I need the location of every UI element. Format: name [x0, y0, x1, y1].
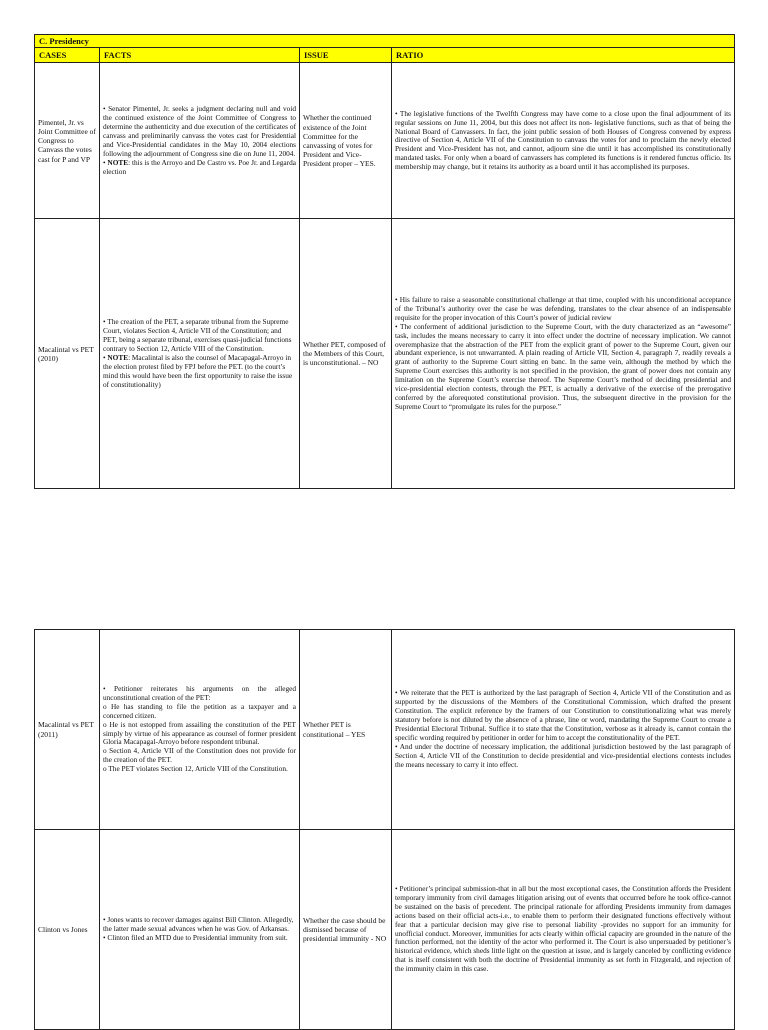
case-ratio — [392, 830, 735, 1030]
fact-item: • Senator Pimentel, Jr. seeks a judgment declaring null and void the continued existence of the Joint Committee of Congress to determine the authenticity and due execution of the certificates of canvass and preliminarily canvass the votes cast for Presidential and Vice-Presidential candidates in the May 10, 2004 elections following the adjournment of Congress sine die on June 11, 2004. — [103, 104, 296, 158]
case-name: Macalintal vs PET (2011) — [35, 630, 100, 830]
ratio-item: • His failure to raise a seasonable constitutional challenge at that time, coupled with his unconditional acceptance of the Tribunal’s authority over the case he was defending, translates to the clear absence of an indispensable requisite for the proper invocation of this Court’s power of judicial review — [395, 295, 732, 322]
fact-item: • NOTE: Macalintal is also the counsel of Macapagal-Arroyo in the election protest filed by FPJ before the PET. (to the court’s mind this would have been the first opportunity to raise the issue of constitutionality) — [103, 352, 293, 389]
case-issue: Whether the continued existence of the Joint Committee for the canvassing of votes for President and Vice-President proper – YES. — [300, 63, 392, 219]
fact-item: o He is not estopped from assailing the constitution of the PET simply by virtue of his appearance as counsel of former president Gloria Macapagal-Arroyo before respondent tribunal. — [103, 719, 296, 747]
fact-item: o Section 4, Article VII of the Constitution does not provide for the creation of the PET. — [103, 746, 296, 765]
fact-item: • Jones wants to recover damages against Bill Clinton. Allegedly, the latter made sexual advances when he was Gov. of Arkansas. — [103, 915, 294, 934]
case-ratio — [392, 219, 735, 489]
header-facts: FACTS — [100, 48, 300, 63]
case-name: Pimentel, Jr. vs Joint Committee of Congress to Canvass the votes cast for P and VP — [35, 63, 100, 219]
ratio-item: • Petitioner’s principal submission-that in all but the most exceptional cases, the Constitution affords the President temporary immunity from civil damages litigation arising out of events that occurred before he took office-cannot be sustained on the basis of precedent. The principal rationale for affording Presidents immunity from damages actions based on their official acts-i.e., to enable them to perform their designated functions effectively without fear that a particular decision may give rise to personal liability -provides no support for an immunity for unofficial conduct. Moreover, immunities for acts clearly within official capacity are grounded in the nature of the function performed, not the identity of the actor who performed it. The Court is also unpersuaded by petitioner’s historical evidence, which sheds little light on the question at issue, and is largely canceled by conflicting evidence that is itself consistent with both the doctrine of Presidential immunity as set forth in Fitzgerald, and rejection of the immunity claim in this case. — [395, 884, 731, 974]
fact-item: • The creation of the PET, a separate tribunal from the Supreme Court, violates Section 4, Article VII of the Constitution; and PET, being a separate tribunal, exercises quasi-judicial functions contrary to Section 12, Article VIII of the Constitution. — [103, 317, 292, 353]
case-ratio — [392, 630, 735, 830]
ratio-item: • We reiterate that the PET is authorized by the last paragraph of Section 4, Article VII of the Constitution and as supported by the discussions of the Members of the Constitutional Commission, which drafted the present Constitution. The explicit reference by the framers of our Constitution to constitutionalizing what was merely statutory before is not diluted by the absence of a phrase, line or word, mandating the Supreme Court to create a Presidential Electoral Tribunal. Suffice it to state that the Constitution, verbose as it already is, cannot contain the specific wording required by petitioner in order for him to accept the constitutionality of the PET. — [395, 688, 731, 742]
case-facts — [100, 830, 300, 1030]
fact-item: • NOTE: this is the Arroyo and De Castro vs. Poe Jr. and Legarda election — [103, 157, 296, 176]
table-row — [35, 219, 735, 489]
table-row — [35, 630, 735, 830]
fact-item: o The PET violates Section 12, Article VIII of the Constitution. — [103, 764, 288, 774]
header-issue: ISSUE — [300, 48, 392, 63]
case-issue: Whether PET is constitutional – YES — [300, 630, 392, 830]
table-row — [35, 830, 735, 1030]
fact-item: o He has standing to file the petition as a taxpayer and a concerned citizen. — [103, 701, 296, 720]
fact-item: • Clinton filed an MTD due to Presidential immunity from suit. — [103, 932, 288, 942]
ratio-item: • The conferment of additional jurisdiction to the Supreme Court, with the duty characterized as an “awesome” task, includes the means necessary to carry it into effect under the doctrine of necessary implication. We cannot overemphasize that the abstraction of the PET from the explicit grant of power to the Supreme Court, given our abundant experience, is not unwarranted. A plain reading of Article VII, Section 4, paragraph 7, readily reveals a grant of authority to the Supreme Court sitting en banc. In the same vein, although the method by which the Supreme Court exercises this authority is not specified in the provision, the grant of power does not contain any limitation on the Supreme Court’s exercise thereof. The Supreme Court’s method of deciding presidential and vice-presidential election contests, through the PET, is actually a derivative of the exercise of the prerogative conferred by the aforequoted constitutional provision. Thus, the subsequent directive in the provision for the Supreme Court to “promulgate its rules for the purpose.” — [395, 321, 732, 411]
header-cases: CASES — [35, 48, 100, 63]
case-issue: Whether PET, composed of the Members of this Court, is unconstitutional. – NO — [300, 219, 392, 489]
ratio-item: • The legislative functions of the Twelfth Congress may have come to a close upon the final adjournment of its regular sessions on June 11, 2004, but this does not affect its non- legislative functions, such as that of being the National Board of Canvassers. In fact, the joint public session of both Houses of Congress convened by express directive of Section 4, Article VII of the Constitution to canvass the votes for and to proclaim the newly elected President and Vice-President has not, and cannot, adjourn sine die until it has accomplished its constitutionally mandated tasks. For only when a board of canvassers has completed its functions is it rendered functus officio. Its membership may change, but it retains its authority as a board until it has accomplished its purposes. — [395, 108, 732, 172]
section-title: C. Presidency — [35, 35, 735, 48]
fact-item: • Petitioner reiterates his arguments on the alleged unconstitutional creation of the PET: — [103, 684, 296, 702]
table-row — [35, 63, 735, 219]
case-ratio — [392, 63, 735, 219]
case-facts — [100, 219, 300, 489]
case-issue: Whether the case should be dismissed because of presidential immunity - NO — [300, 830, 392, 1030]
ratio-item: • And under the doctrine of necessary implication, the additional jurisdiction bestowed by the last paragraph of Section 4, Article VII of the Constitution to decide presidential and vice-presidential elections contests includes the means necessary to carry it into effect. — [395, 741, 731, 769]
header-ratio: RATIO — [392, 48, 735, 63]
case-facts — [100, 63, 300, 219]
case-table-2 — [34, 629, 735, 1030]
case-name: Clinton vs Jones — [35, 830, 100, 1030]
case-facts — [100, 630, 300, 830]
case-name: Macalintal vs PET (2010) — [35, 219, 100, 489]
case-table-1 — [34, 34, 735, 489]
